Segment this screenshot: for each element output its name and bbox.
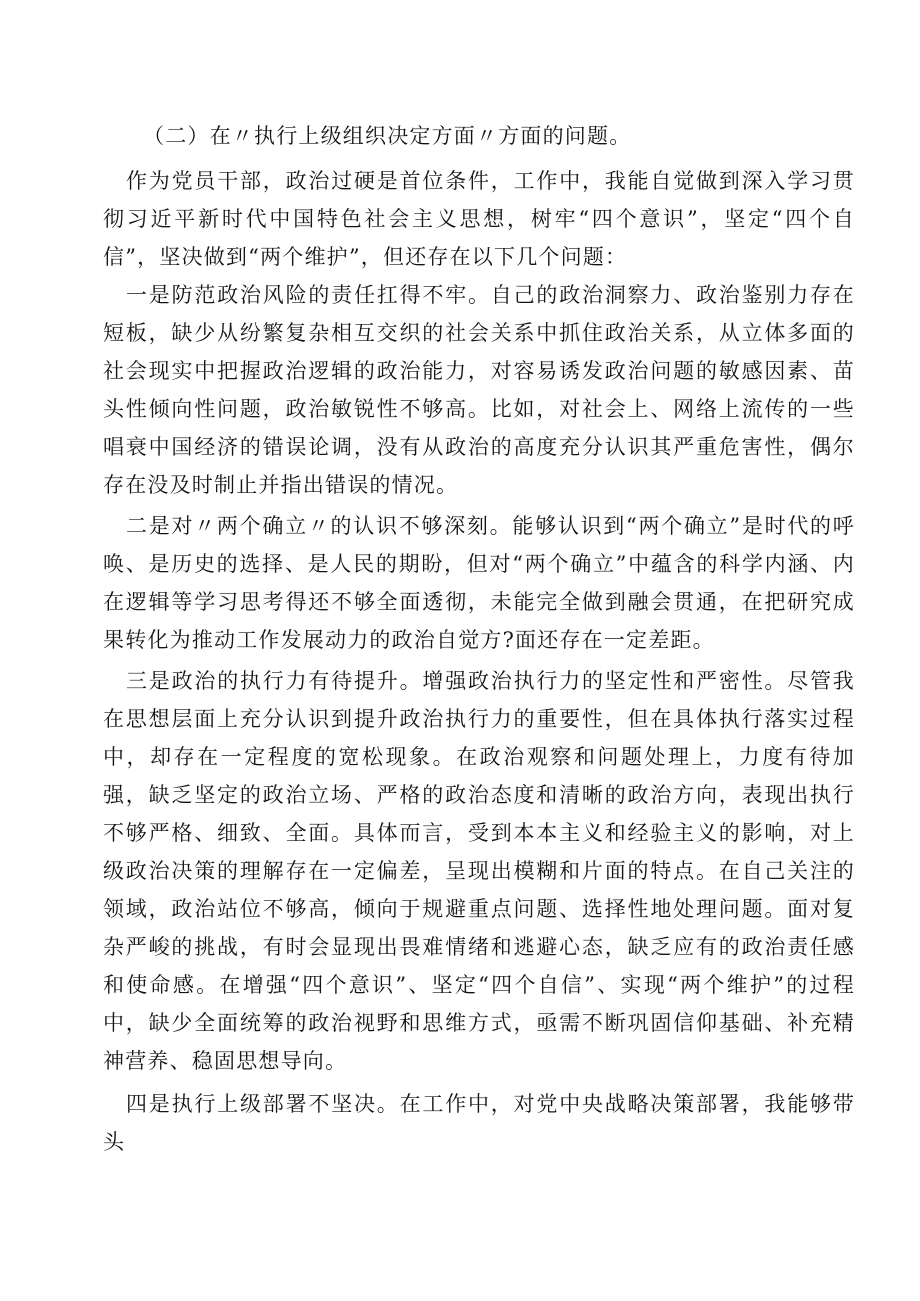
paragraph-problem-three: 三是政治的执行力有待提升。增强政治执行力的坚定性和严密性。尽管我在思想层面上充分认识到提升政治执行力的重要性，但在具体执行落实过程中，却存在一定程度的宽松现象。在政治观察和问题处理上，力度有待加强，缺乏坚定的政治立场、严格的政治态度和清晰的政治方向，表现出执行不够严格、细致、全面。具体而言，受到本本主义和经验主义的影响，对上级政治决策的理解存在一定偏差，呈现出模糊和片面的特点。在自己关注的领域，政治站位不够高，倾向于规避重点问题、选择性地处理问题。面对复杂严峻的挑战，有时会显现出畏难情绪和逃避心态，缺乏应有的政治责任感和使命感。在增强“四个意识”、坚定“四个自信”、实现“两个维护”的过程中，缺少全面统筹的政治视野和思维方式，亟需不断巩固信仰基础、补充精神营养、稳固思想导向。 bbox=[103, 669, 855, 1073]
section-heading: （二）在〃执行上级组织决定方面〃方面的问题。 bbox=[143, 124, 632, 148]
paragraph-problem-two: 二是对〃两个确立〃的认识不够深刻。能够认识到“两个确立”是时代的呼唤、是历史的选择、是人民的期盼，但对“两个确立”中蕴含的科学内涵、内在逻辑等学习思考得还不够全面透彻，未能完全做到融会贯通，在把研究成果转化为推动工作发展动力的政治自觉方?面还存在一定差距。 bbox=[103, 514, 855, 652]
document-body bbox=[103, 118, 855, 1161]
paragraph-problem-four: 四是执行上级部署不坚决。在工作中，对党中央战略决策部署，我能够带头 bbox=[103, 1092, 855, 1154]
paragraph-intro: 作为党员干部，政治过硬是首位条件，工作中，我能自觉做到深入学习贯彻习近平新时代中国特色社会主义思想，树牢“四个意识”，坚定“四个自信”，坚决做到“两个维护”，但还存在以下几个问题： bbox=[103, 169, 855, 269]
paragraph-problem-one: 一是防范政治风险的责任扛得不牢。自己的政治洞察力、政治鉴别力存在短板，缺少从纷繁复杂相互交织的社会关系中抓住政治关系，从立体多面的社会现实中把握政治逻辑的政治能力，对容易诱发政治问题的敏感因素、苗头性倾向性问题，政治敏锐性不够高。比如，对社会上、网络上流传的一些唱衰中国经济的错误论调，没有从政治的高度充分认识其严重危害性，偶尔存在没及时制止并指出错误的情况。 bbox=[103, 283, 855, 497]
